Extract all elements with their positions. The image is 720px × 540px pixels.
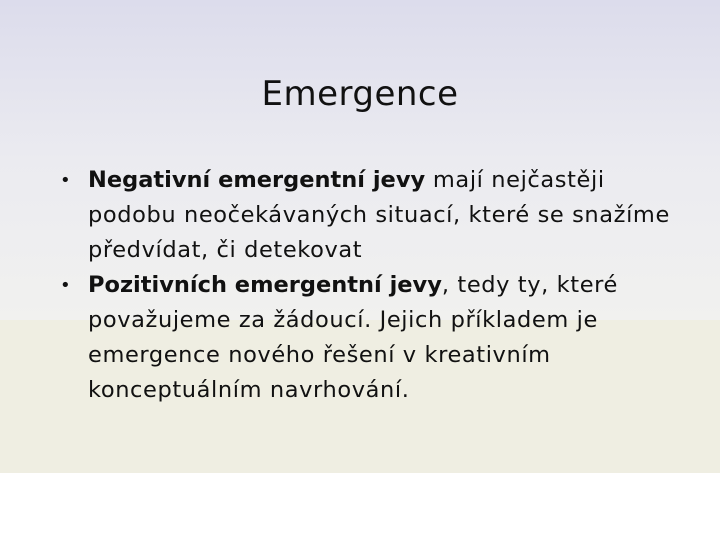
bullet-strong-text: Negativní emergentní jevy (88, 167, 426, 193)
bullet-text: , tedy ty, které považujeme za žádoucí. Jejich příkladem je emergence nového řešení v kreativním konceptuálním navrhování. (88, 272, 618, 403)
slide-title: Emergence (261, 74, 459, 114)
bullet-list (58, 163, 698, 408)
bullet-marker: • (60, 170, 72, 191)
bullet-item-negative (58, 163, 698, 268)
bullet-text: mají nejčastěji podobu neočekávaných situací, které se snažíme předvídat, či detekovat (88, 167, 670, 263)
bullet-strong-text: Pozitivních emergentní jevy (88, 272, 442, 298)
bullet-marker: • (60, 275, 72, 296)
bottom-strip (0, 473, 720, 540)
bullet-item-positive (58, 268, 698, 408)
